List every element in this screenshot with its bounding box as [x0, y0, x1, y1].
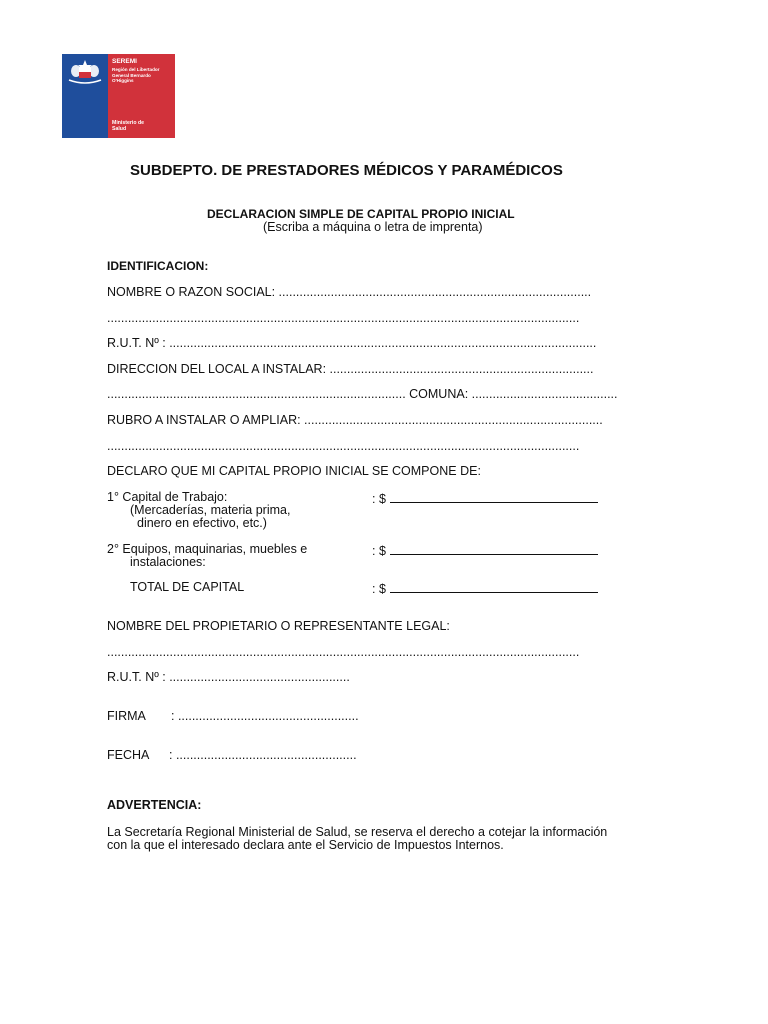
logo-title: SEREMI: [112, 58, 137, 65]
total-amount-line[interactable]: [390, 580, 598, 593]
nombre-razon-social-field[interactable]: NOMBRE O RAZON SOCIAL: ..........................................................................................: [107, 285, 592, 299]
item1-amount-field[interactable]: [372, 490, 598, 506]
item2-prefix: : $: [372, 544, 386, 558]
advertencia-heading: ADVERTENCIA:: [107, 798, 202, 812]
department-title: SUBDEPTO. DE PRESTADORES MÉDICOS Y PARAMÉDICOS: [130, 162, 563, 179]
direccion-field[interactable]: DIRECCION DEL LOCAL A INSTALAR: ............................................................................: [107, 362, 594, 376]
direccion-comuna-field[interactable]: ...................................................................................... COMUNA: ..........................................: [107, 387, 618, 401]
rubro-field[interactable]: RUBRO A INSTALAR O AMPLIAR: ......................................................................................: [107, 413, 603, 427]
rut-field[interactable]: R.U.T. Nº : ...........................................................................................................................: [107, 336, 597, 350]
representante-rut-field[interactable]: R.U.T. Nº : ....................................................: [107, 670, 350, 684]
coat-of-arms-icon: [65, 56, 105, 86]
nombre-razon-social-continuation[interactable]: ........................................................................................................................................: [107, 311, 580, 325]
logo-ministry: Ministerio de Salud: [112, 120, 144, 132]
total-label: TOTAL DE CAPITAL: [130, 580, 245, 594]
item1-label: 1° Capital de Trabajo:: [107, 490, 228, 504]
firma-field[interactable]: : ....................................................: [171, 709, 359, 723]
item2-amount-line[interactable]: [390, 542, 598, 555]
fecha-label: FECHA: [107, 748, 150, 762]
seremi-logo: [62, 54, 175, 138]
advertencia-line-1: La Secretaría Regional Ministerial de Salud, se reserva el derecho a cotejar la información: [107, 825, 608, 839]
total-prefix: : $: [372, 582, 386, 596]
item1-prefix: : $: [372, 492, 386, 506]
representante-heading: NOMBRE DEL PROPIETARIO O REPRESENTANTE LEGAL:: [107, 619, 450, 633]
identificacion-heading: IDENTIFICACION:: [107, 259, 209, 273]
capital-intro: DECLARO QUE MI CAPITAL PROPIO INICIAL SE COMPONE DE:: [107, 464, 481, 478]
item1-detail-1: (Mercaderías, materia prima,: [130, 503, 291, 517]
advertencia-line-2: con la que el interesado declara ante el Servicio de Impuestos Internos.: [107, 838, 504, 852]
item2-detail: instalaciones:: [130, 555, 206, 569]
form-title: DECLARACION SIMPLE DE CAPITAL PROPIO INICIAL: [207, 207, 515, 221]
item1-amount-line[interactable]: [390, 490, 598, 503]
firma-label: FIRMA: [107, 709, 146, 723]
item2-label: 2° Equipos, maquinarias, muebles e: [107, 542, 308, 556]
rubro-continuation[interactable]: ........................................................................................................................................: [107, 439, 580, 453]
item2-amount-field[interactable]: [372, 542, 598, 558]
logo-blue-panel: [62, 54, 108, 138]
total-amount-field[interactable]: [372, 580, 598, 596]
form-subtitle: (Escriba a máquina o letra de imprenta): [263, 220, 483, 234]
representante-name-field[interactable]: ........................................................................................................................................: [107, 645, 580, 659]
fecha-field[interactable]: : ....................................................: [169, 748, 357, 762]
item1-detail-2: dinero en efectivo, etc.): [137, 516, 267, 530]
logo-region: Región del Libertador General Bernardo O'Higgins: [112, 67, 160, 83]
